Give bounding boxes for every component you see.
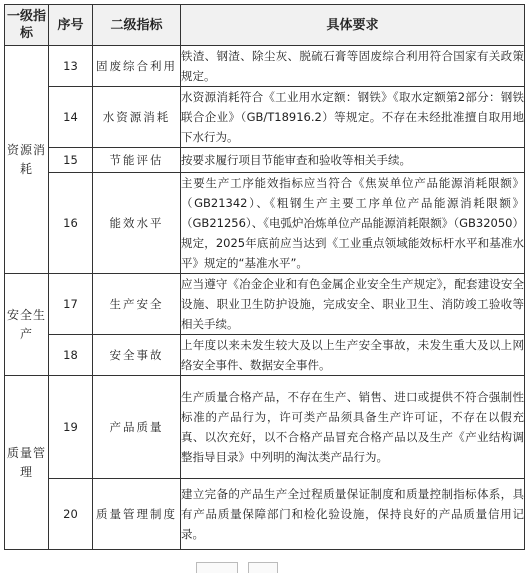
row-requirement: 建立完备的产品生产全过程质量保证制度和质量控制指标体系，具有产品质量保障部门和检化验设施，保持良好的产品质量信用记录。 bbox=[181, 479, 525, 550]
row-requirement: 铁渣、钢渣、除尘灰、脱硫石膏等固废综合利用符合国家有关政策规定。 bbox=[181, 46, 525, 87]
row-seq: 13 bbox=[49, 46, 93, 87]
category-quality-management: 质量管理 bbox=[5, 376, 49, 550]
row-indicator: 能效水平 bbox=[93, 173, 181, 274]
table-row bbox=[5, 335, 525, 376]
requirements-table bbox=[4, 4, 525, 550]
row-indicator: 固废综合利用 bbox=[93, 46, 181, 87]
row-seq: 20 bbox=[49, 479, 93, 550]
row-requirement: 应当遵守《冶金企业和有色金属企业安全生产规定》，配套建设安全设施、职业卫生防护设施，完成安全、职业卫生、消防竣工验收等相关手续。 bbox=[181, 274, 525, 335]
table-row bbox=[5, 148, 525, 173]
bottom-toolbar-button[interactable] bbox=[196, 562, 238, 573]
header-row bbox=[5, 5, 525, 46]
row-indicator: 生产安全 bbox=[93, 274, 181, 335]
table-row bbox=[5, 479, 525, 550]
header-level1: 一级指标 bbox=[5, 5, 49, 46]
row-indicator: 安全事故 bbox=[93, 335, 181, 376]
category-resource-consumption: 资源消耗 bbox=[5, 46, 49, 274]
row-indicator: 水资源消耗 bbox=[93, 87, 181, 148]
row-indicator: 质量管理制度 bbox=[93, 479, 181, 550]
row-requirement: 水资源消耗符合《工业用水定额：钢铁》《取水定额第2部分：钢铁联合企业》（GB/T18916.2）等规定。不存在未经批准擅自取用地下水行为。 bbox=[181, 87, 525, 148]
row-indicator: 产品质量 bbox=[93, 376, 181, 479]
bottom-toolbar-button[interactable] bbox=[248, 562, 278, 573]
header-requirement: 具体要求 bbox=[181, 5, 525, 46]
row-requirement: 主要生产工序能效指标应当符合《焦炭单位产品能源消耗限额》（GB21342）、《粗钢生产主要工序单位产品能源消耗限额》（GB21256）、《电弧炉冶炼单位产品能源消耗限额》（GB32050）规定，2025年底前应当达到《工业重点领域能效标杆水平和基准水平》规定的“基准水平”。 bbox=[181, 173, 525, 274]
row-seq: 19 bbox=[49, 376, 93, 479]
row-indicator: 节能评估 bbox=[93, 148, 181, 173]
row-seq: 14 bbox=[49, 87, 93, 148]
row-seq: 15 bbox=[49, 148, 93, 173]
table-row bbox=[5, 46, 525, 87]
row-seq: 18 bbox=[49, 335, 93, 376]
row-requirement: 按要求履行项目节能审查和验收等相关手续。 bbox=[181, 148, 525, 173]
category-safety-production: 安全生产 bbox=[5, 274, 49, 376]
row-requirement: 生产质量合格产品，不存在生产、销售、进口或提供不符合强制性标准的产品行为，许可类产品须具备生产许可证，不存在以假充真、以次充好，以不合格产品冒充合格产品以及生产《产业结构调整指导目录》中列明的淘汰类产品行为。 bbox=[181, 376, 525, 479]
header-seq: 序号 bbox=[49, 5, 93, 46]
row-seq: 17 bbox=[49, 274, 93, 335]
table-row bbox=[5, 274, 525, 335]
table-row bbox=[5, 376, 525, 479]
row-seq: 16 bbox=[49, 173, 93, 274]
header-level2: 二级指标 bbox=[93, 5, 181, 46]
row-requirement: 上年度以来未发生较大及以上生产安全事故，未发生重大及以上网络安全事件、数据安全事件。 bbox=[181, 335, 525, 376]
table-row bbox=[5, 173, 525, 274]
table-row bbox=[5, 87, 525, 148]
